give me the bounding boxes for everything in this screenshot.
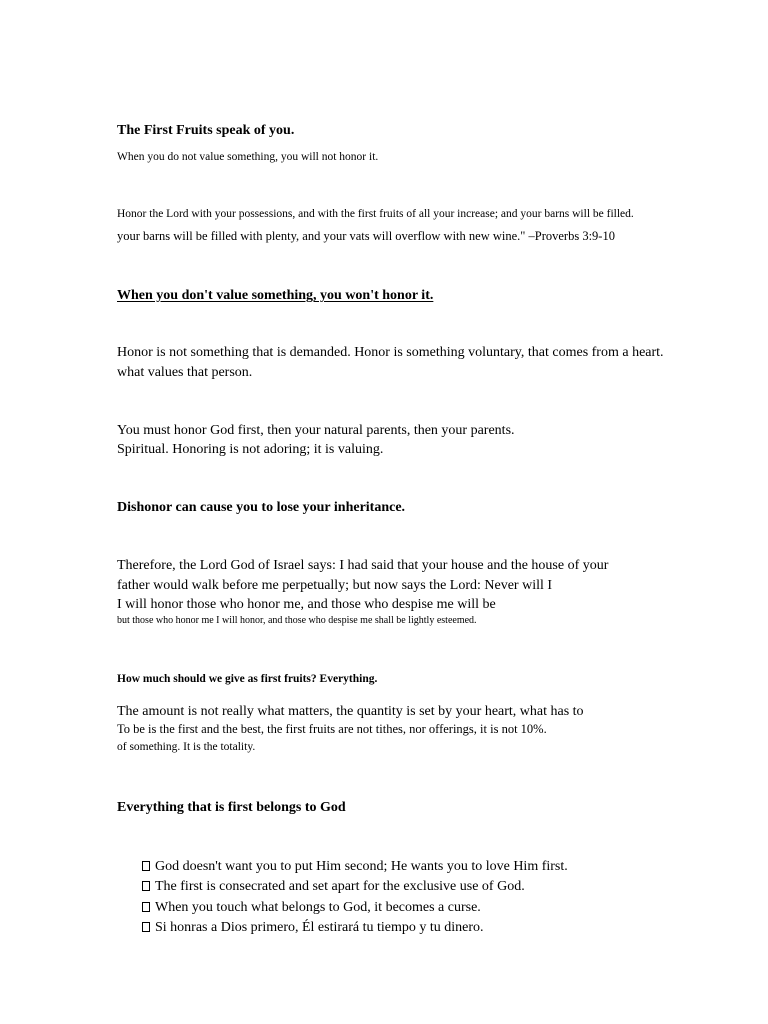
honor-line-1: Honor is not something that is demanded. Honor is something voluntary, that comes from a heart. <box>117 345 664 360</box>
list-item <box>142 880 525 894</box>
israel-line-4: but those who honor me I will honor, and those who despise me shall be lightly esteemed. <box>117 615 477 626</box>
dishonor-heading: Dishonor can cause you to lose your inheritance. <box>117 500 406 515</box>
first-fruits-subtitle: When you do not value something, you will not honor it. <box>117 151 379 163</box>
honor-line-2: what values that person. <box>117 365 253 380</box>
list-item-text: The first is consecrated and set apart for the exclusive use of God. <box>155 879 525 894</box>
value-heading: When you don't value something, you won't honor it. <box>117 288 434 303</box>
list-item <box>142 901 481 915</box>
how-much-heading: How much should we give as first fruits? Everything. <box>117 673 378 685</box>
list-item <box>142 921 484 935</box>
israel-line-1: Therefore, the Lord God of Israel says: I had said that your house and the house of your <box>117 558 609 573</box>
missing-glyph-icon <box>142 902 150 912</box>
list-item <box>142 860 568 874</box>
god-first-line-1: You must honor God first, then your natural parents, then your parents. <box>117 423 515 438</box>
everything-heading: Everything that is first belongs to God <box>117 800 346 815</box>
list-item-text: God doesn't want you to put Him second; He wants you to love Him first. <box>155 859 568 874</box>
amount-line-3: of something. It is the totality. <box>117 741 256 753</box>
proverbs-line-1: Honor the Lord with your possessions, and with the first fruits of all your increase; and your barns will be filled. <box>117 208 634 220</box>
amount-line-1: The amount is not really what matters, the quantity is set by your heart, what has to <box>117 704 584 719</box>
missing-glyph-icon <box>142 881 150 891</box>
list-item-text: When you touch what belongs to God, it becomes a curse. <box>155 900 481 915</box>
amount-line-2: To be is the first and the best, the first fruits are not tithes, nor offerings, it is not 10%. <box>117 722 547 736</box>
israel-line-3: I will honor those who honor me, and those who despise me will be <box>117 597 496 612</box>
list-item-text: Si honras a Dios primero, Él estirará tu tiempo y tu dinero. <box>155 920 484 935</box>
missing-glyph-icon <box>142 861 150 871</box>
israel-line-2: father would walk before me perpetually; but now says the Lord: Never will I <box>117 578 553 593</box>
proverbs-line-2: your barns will be filled with plenty, and your vats will overflow with new wine." –Proverbs 3:9-10 <box>117 229 615 243</box>
missing-glyph-icon <box>142 922 150 932</box>
god-first-line-2: Spiritual. Honoring is not adoring; it is valuing. <box>117 442 384 457</box>
first-fruits-title: The First Fruits speak of you. <box>117 123 295 138</box>
